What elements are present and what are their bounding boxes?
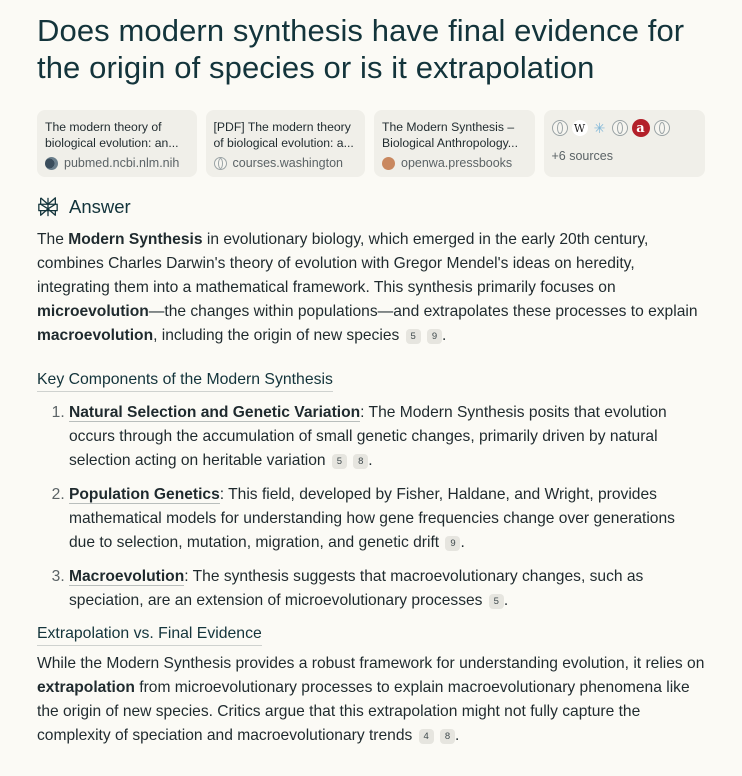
globe-icon — [612, 120, 628, 136]
globe-icon — [214, 157, 227, 170]
list-item: 2. Population Genetics: This field, developed by Fisher, Haldane, and Wright, provides mathematical models for understanding how gene frequencies change over generations due to selection, mutation, migration, and genetic drift 9 . — [69, 483, 705, 555]
key-components-list — [37, 401, 705, 613]
more-sources-button[interactable] — [544, 110, 705, 177]
term-link[interactable]: Population Genetics — [69, 486, 220, 503]
page-title: Does modern synthesis have final evidence for the origin of species or is it extrapolation — [37, 13, 685, 85]
source-title: The modern theory of biological evolution: an... — [45, 120, 179, 150]
source-domain: courses.washington — [232, 156, 343, 170]
list-item: 3. Macroevolution: The synthesis suggests that macroevolutionary changes, such as speciation, are an extension of microevolutionary processes 5 . — [69, 565, 705, 613]
source-domain: pubmed.ncbi.nlm.nih — [64, 156, 180, 170]
citation-badge[interactable]: 8 — [440, 729, 455, 744]
term-link[interactable]: Macroevolution — [69, 568, 185, 585]
citation-badge[interactable]: 8 — [353, 454, 368, 469]
citation-badge[interactable]: 9 — [445, 536, 460, 551]
answer-header — [37, 196, 705, 218]
wikipedia-icon: W — [572, 120, 588, 136]
citation-badge[interactable]: 5 — [406, 329, 421, 344]
answer-label: Answer — [69, 196, 131, 217]
pubmed-icon — [45, 157, 58, 170]
term-link[interactable]: Natural Selection and Genetic Variation — [69, 404, 361, 421]
source-domain: openwa.pressbooks — [401, 156, 513, 170]
extrapolation-paragraph: While the Modern Synthesis provides a robust framework for understanding evolution, it relies on extrapolation from microevolutionary processes to explain macroevolutionary phenomena like the origin of new species. Critics argue that this extrapolation might not fully capture the complexity of speciation and macroevolutionary trends 4 8 . — [37, 655, 705, 744]
citation-badge[interactable]: 5 — [332, 454, 347, 469]
snowflake-icon: ✳ — [593, 119, 606, 136]
more-sources-label: +6 sources — [551, 149, 613, 163]
red-a-icon: a — [632, 119, 650, 137]
source-card-pubmed[interactable] — [37, 110, 197, 177]
list-item: 1. Natural Selection and Genetic Variation: The Modern Synthesis posits that evolution occurs through the accumulation of small genetic changes, primarily driven by natural selection acting on heritable variation 5 8 . — [69, 401, 705, 473]
section-heading-extrapolation: Extrapolation vs. Final Evidence — [37, 625, 262, 646]
citation-badge[interactable]: 4 — [419, 729, 434, 744]
globe-icon — [552, 120, 568, 136]
source-card-washington[interactable] — [206, 110, 366, 177]
globe-icon — [654, 120, 670, 136]
pressbooks-icon — [382, 157, 395, 170]
source-title: The Modern Synthesis – Biological Anthropology... — [382, 120, 518, 150]
sources-row — [37, 110, 705, 177]
source-card-pressbooks[interactable] — [374, 110, 535, 177]
citation-badge[interactable]: 9 — [427, 329, 442, 344]
perplexity-logo-icon — [37, 196, 59, 218]
citation-badge[interactable]: 5 — [489, 594, 504, 609]
section-heading-key-components: Key Components of the Modern Synthesis — [37, 371, 333, 392]
source-title: [PDF] The modern theory of biological evolution: a... — [213, 120, 354, 150]
intro-paragraph: The Modern Synthesis in evolutionary biology, which emerged in the early 20th century, combines Charles Darwin's theory of evolution with Gregor Mendel's ideas on heredity, integrating them into a mathematical framework. This synthesis primarily focuses on microevolution—the changes within populations—and extrapolates these processes to explain macroevolution, including the origin of new species 5 9 . — [37, 231, 698, 344]
